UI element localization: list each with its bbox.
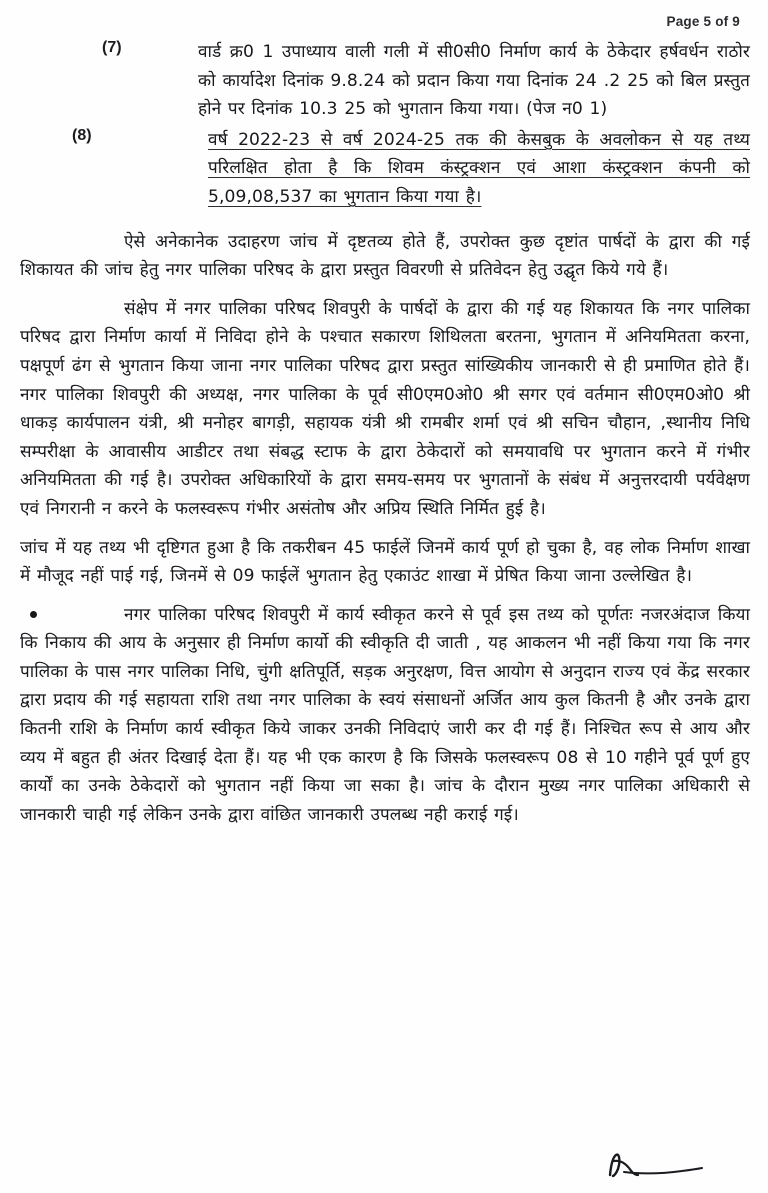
- bullet-paragraph-block: [20, 601, 750, 830]
- spacer: [20, 286, 750, 295]
- clause-item-7: [20, 38, 750, 124]
- paragraph-missing-files: जांच में यह तथ्य भी दृष्टिगत हुआ है कि तकरीबन 45 फाईलें जिनमें कार्य पूर्ण हो चुका है, वह लोक निर्माण शाखा में मौजूद नहीं पाई गई, जिनमें से 09 फाईलें भुगतान हेतु एकाउंट शाखा में प्रेषित किया जाना उल्लेखित है।: [20, 537, 750, 587]
- spacer: [20, 592, 750, 601]
- clause-number: (8): [72, 126, 92, 144]
- clause-number: (7): [102, 39, 122, 56]
- paragraph-bulleted: नगर पालिका परिषद शिवपुरी में कार्य स्वीकृत करने से पूर्व इस तथ्य को पूर्णतः नजरअंदाज किया कि निकाय की आय के अनुसार ही निर्माण कार्यो की स्वीकृति दी जाती , यह आकलन भी नहीं किया गया कि नगर पालिका के पास नगर पालिका निधि, चुंगी क्षतिपूर्ति, सड़क अनुरक्षण, वित्त आयोग से अनुदान राज्य एवं केंद्र सरकार द्वारा प्रदाय की गई सहायता राशि तथा नगर पालिका के स्वयं संसाधनों अर्जित आय कुल कितनी है और उनके द्वारा कितनी राशि के निर्माण कार्य स्वीकृत किये जाकर उनकी निविदाएं जारी कर दी गई हैं। निश्चित रूप से आय और व्यय में बहुत ही अंतर दिखाई देता हैं। यह भी एक कारण है कि जिसके फलस्वरूप 08 से 10 गहीने पूर्व पूर्ण हुए कार्यों का उनके ठेकेदारों को भुगतान नहीं किया जा सका है। जांच के दौरान मुख्य नगर पालिका अधिकारी से जानकारी चाही गई लेकिन उनके द्वारा वांछित जानकारी उपलब्ध नही कराई गई।: [20, 604, 750, 825]
- clause-item-8: [20, 126, 750, 212]
- paragraph-examples: ऐसे अनेकानेक उदाहरण जांच में दृष्टतव्य होते हैं, उपरोक्त कुछ दृष्टांत पार्षदों के द्वारा की गई शिकायत की जांच हेतु नगर पालिका परिषद के द्वारा प्रस्तुत विवरणी से प्रतिवेदन हेतु उद्घृत किये गये हैं।: [20, 231, 750, 281]
- signature-mark: [598, 1141, 718, 1185]
- clause-text: वार्ड क्र0 1 उपाध्याय वाली गली में सी0सी0 निर्माण कार्य के ठेकेदार हर्षवर्धन राठोर को कार्यादेश दिनांक 9.8.24 को प्रदान किया गया दिनांक 24 .2 25 को बिल प्रस्तुत होने पर दिनांक 10.3 25 को भुगतान किया गया। (पेज न0 1): [198, 42, 750, 120]
- clause-text-underlined: वर्ष 2022-23 से वर्ष 2024-25 तक की केसबुक के अवलोकन से यह तथ्य परिलक्षित होता है कि शिवम कंस्ट्रक्शन एवं आशा कंस्ट्रक्शन कंपनी को 5,09,08,537 का भुगतान किया गया है।: [208, 129, 750, 207]
- spacer: [20, 214, 750, 228]
- page-number-header: Page 5 of 9: [666, 14, 740, 29]
- paragraph-summary: संक्षेप में नगर पालिका परिषद शिवपुरी के पार्षदों के द्वारा की गई यह शिकायत कि नगर पालिका परिषद द्वारा निर्माण कार्या में निविदा होने के पश्चात सकारण शिथिलता बरतना, भुगतान में अनियमितता करना, पक्षपूर्ण ढंग से भुगतान किया जाना नगर पालिका परिषद द्वारा प्रस्तुत सांख्यिकीय जानकारी से ही प्रमाणित होते हैं। नगर पालिका शिवपुरी की अध्यक्ष, नगर पालिका के पूर्व सी0एम0ओ0 श्री सगर एवं वर्तमान सी0एम0ओ0 श्री धाकड़ कार्यपालन यंत्री, श्री मनोहर बागड़ी, सहायक यंत्री श्री रामबीर शर्मा एवं श्री सचिन चौहान, ,स्थानीय निधि सम्परीक्षा के आवासीय आडीटर तथा संबद्ध स्टाफ के द्वारा ठेकेदारों को समयावधि पर भुगतान करने में गंभीर अनियमितता की गई है। उपरोक्त अधिकारियों के द्वारा समय-समय पर भुगतानों के संबंध में अनुत्तरदायी पर्यवेक्षण एवं निगरानी न करने के फलस्वरूप गंभीर असंतोष और अप्रिय स्थिति निर्मित हुई है।: [20, 298, 750, 519]
- spacer: [20, 525, 750, 534]
- document-body: [0, 38, 768, 830]
- bullet-dot-icon: [30, 611, 37, 618]
